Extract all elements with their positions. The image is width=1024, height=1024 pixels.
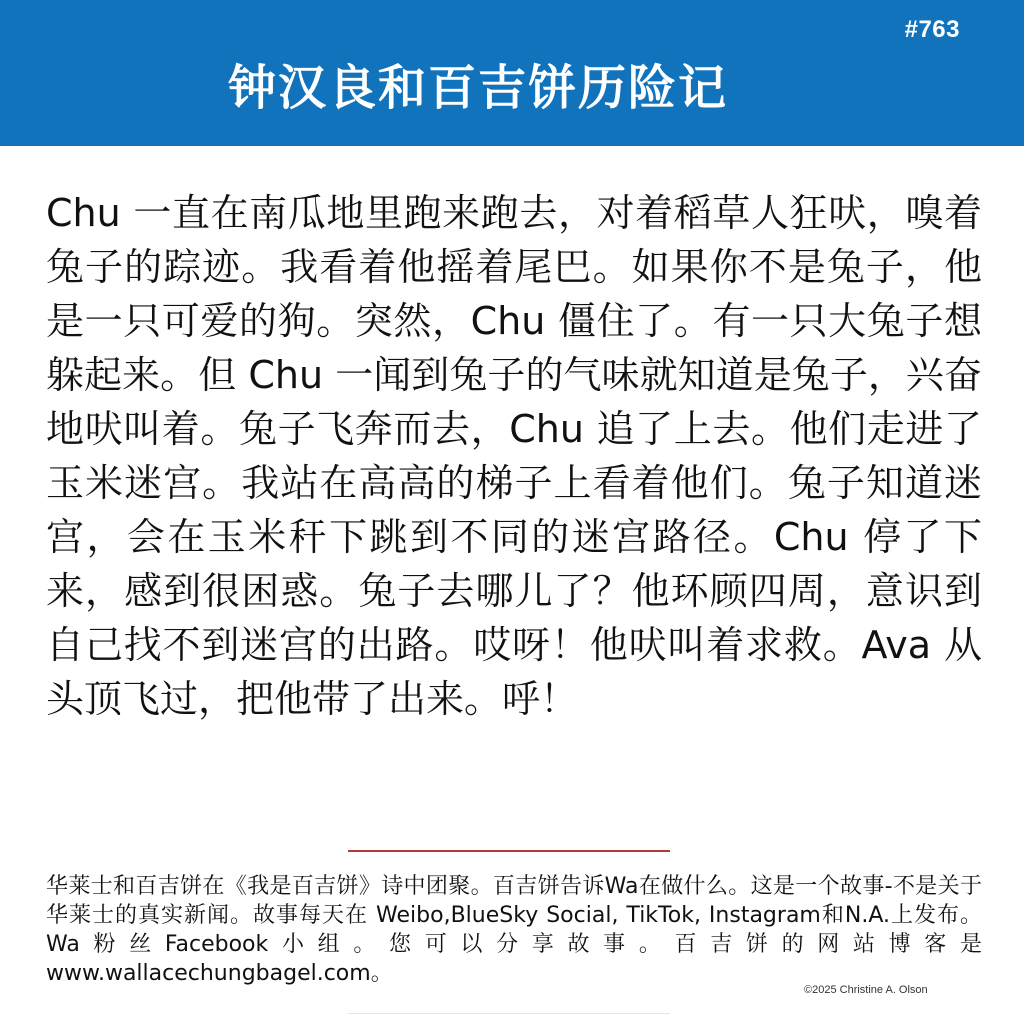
episode-number: #763 <box>904 16 960 43</box>
header-banner <box>0 0 1024 146</box>
copyright-notice: ©2025 Christine A. Olson <box>804 984 928 996</box>
story-text: Chu 一直在南瓜地里跑来跑去，对着稻草人狂吠，嗅着兔子的踪迹。我看着他摇着尾巴。如果你不是兔子，他是一只可爱的狗。突然，Chu 僵住了。有一只大兔子想躲起来。但 Chu 一闻到兔子的气味就知道是兔子，兴奋地吠叫着。兔子飞奔而去，Chu 追了上去。他们走进了玉米迷宫。我站在高高的梯子上看着他们。兔子知道迷宫，会在玉米秆下跳到不同的迷宫路径。Chu 停了下来，感到很困惑。兔子去哪儿了？他环顾四周，意识到自己找不到迷宫的出路。哎呀！他吠叫着求救。Ava 从头顶飞过，把他带了出来。呼！ <box>46 191 982 721</box>
divider-line <box>348 850 670 852</box>
bottom-divider <box>348 1013 670 1014</box>
page-title: 钟汉良和百吉饼历险记 <box>227 60 728 116</box>
footer-note: 华莱士和百吉饼在《我是百吉饼》诗中团聚。百吉饼告诉Wa在做什么。这是一个故事-不是关于华莱士的真实新闻。故事每天在 Weibo,BlueSky Social, TikTok, Instagram和N.A.上发布。Wa粉丝Facebook小组。您可以分享故事。百吉饼的网站博客是www.wallacechungbagel.com。 <box>46 874 982 986</box>
